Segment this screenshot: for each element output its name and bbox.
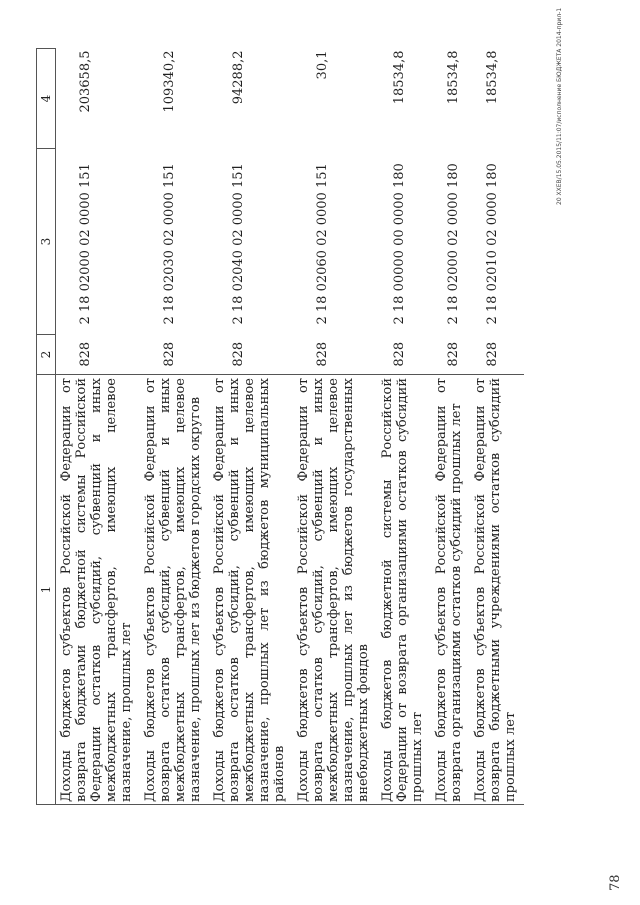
row-revenue-code: 2 18 02060 02 0000 151 [315,163,330,325]
row-revenue-code: 2 18 02010 02 0000 180 [485,163,500,325]
row-revenue-code: 2 18 02040 02 0000 151 [231,163,246,325]
table-row [56,49,141,805]
row-description: Доходы бюджетов субъектов Российской Федерации от возврата организациями остатков субсидий прошлых лет [431,375,470,805]
row-amount: 18534,8 [446,50,461,105]
row-description: Доходы бюджетов субъектов Российской Федерации от возврата остатков субсидий, субвенций и иных межбюджетных трансфертов, имеющих целевое назначение, прошлых лет из бюджетов государственных внебюджетных фондов [293,375,377,805]
row-revenue-code: 2 18 02000 02 0000 151 [78,163,93,325]
column-header-1: 1 [37,375,56,805]
row-admin-code: 828 [446,341,461,367]
row-amount: 109340,2 [162,50,177,113]
table-row [209,49,293,805]
table-header-row [37,49,56,805]
row-description: Доходы бюджетов субъектов Российской Федерации от возврата бюджетными учреждениями остатков субсидий прошлых лет [470,375,524,805]
row-amount: 94288,2 [231,50,246,105]
revenue-table [36,48,524,805]
row-description: Доходы бюджетов бюджетной системы Российской Федерации от возврата организациями остатков субсидий прошлых лет [377,375,431,805]
row-revenue-code: 2 18 02030 02 0000 151 [162,163,177,325]
row-amount: 18534,8 [392,50,407,105]
column-header-3: 3 [37,149,56,335]
row-revenue-code: 2 18 00000 00 0000 180 [392,163,407,325]
column-header-4: 4 [37,49,56,149]
row-amount: 30,1 [315,50,330,80]
table-row [140,49,209,805]
row-description: Доходы бюджетов субъектов Российской Федерации от возврата остатков субсидий, субвенций и иных межбюджетных трансфертов, имеющих целевое назначение, прошлых лет из бюджетов муниципальных районов [209,375,293,805]
table-row [377,49,431,805]
row-admin-code: 828 [315,341,330,367]
row-description: Доходы бюджетов субъектов Российской Федерации от возврата бюджетами бюджетной системы Российской Федерации остатков субсидий, субвенций и иных межбюджетных трансфертов, имеющих целевое назначение, прошлых лет [56,375,141,805]
row-amount: 18534,8 [485,50,500,105]
row-revenue-code: 2 18 02000 02 0000 180 [446,163,461,325]
table-row [431,49,470,805]
row-admin-code: 828 [78,341,93,367]
row-admin-code: 828 [162,341,177,367]
file-footer-note: 20 ХХЕВ/15.05.2015/11:07/исполнение БЮДЖЕТА 2014-прил-1 [556,7,563,205]
page-number: 78 [608,874,623,891]
row-description: Доходы бюджетов субъектов Российской Федерации от возврата остатков субсидий, субвенций и иных межбюджетных трансфертов, имеющих целевое назначение, прошлых лет из бюджетов городских округов [140,375,209,805]
row-admin-code: 828 [231,341,246,367]
table-row [470,49,524,805]
row-admin-code: 828 [485,341,500,367]
column-header-2: 2 [37,335,56,375]
table-row [293,49,377,805]
row-amount: 203658,5 [78,50,93,113]
row-admin-code: 828 [392,341,407,367]
